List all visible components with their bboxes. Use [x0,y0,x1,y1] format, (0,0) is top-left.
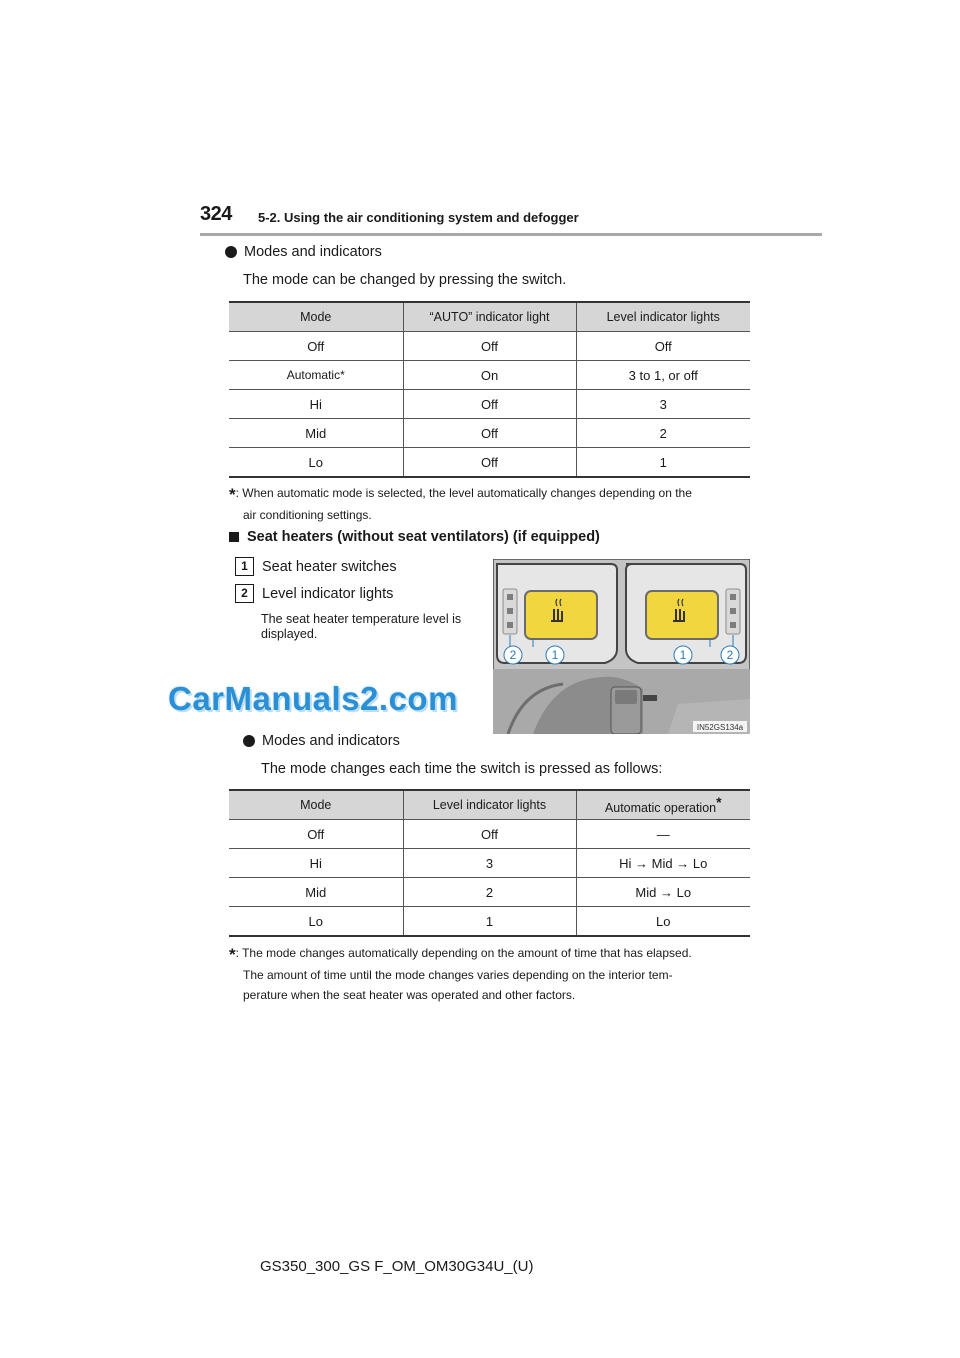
table-row [229,849,750,878]
table-cell: Automatic* [229,361,403,390]
table-header-cell: Level indicator lights [576,302,750,332]
modes-bullet-1 [225,244,382,260]
table-header-cell [576,790,750,820]
table-cell: Off [403,820,576,849]
section-title: 5-2. Using the air conditioning system and defogger [258,210,579,225]
figure-label: 1 [679,648,687,662]
table-cell: Hi [229,390,403,419]
table-cell: Mid → Lo [576,878,750,907]
callout-number: 1 [235,557,254,576]
footnote-2 [229,943,764,1005]
table-cell: 1 [403,907,576,937]
bullet-text: Modes and indicators [244,244,382,260]
table-header-cell: Level indicator lights [403,790,576,820]
table-cell: Mid [229,419,403,448]
footnote-text: air conditioning settings. [243,508,372,522]
footnote-text: : The mode changes automatically depending on the amount of time that has elapsed. [235,946,692,960]
callout-description [261,612,461,642]
seat-heater-figure [493,559,750,734]
header-divider [200,233,822,236]
table-cell: 3 [576,390,750,419]
watermark-logo: CarManuals2.com [168,680,458,717]
footnote-text: perature when the seat heater was operated and other factors. [243,988,576,1002]
header-text: Automatic operation [604,801,717,816]
table-cell: 2 [576,419,750,448]
table-row [229,419,750,448]
table-cell: Mid [229,878,403,907]
description-line: The seat heater temperature level is [261,612,462,626]
footnote-text: The amount of time until the mode changes varies depending on the interior tem- [243,968,673,982]
table-row [229,390,750,419]
description-line: displayed. [261,627,318,641]
callout-label: Seat heater switches [262,558,397,575]
table-row [229,361,750,390]
seat-heaters-heading [229,529,600,545]
table-cell: Lo [229,907,403,937]
modes-intro-1: The mode can be changed by pressing the switch. [243,272,567,288]
modes-table-2 [229,789,750,937]
table-row [229,332,750,361]
bullet-text: Modes and indicators [262,733,400,749]
table-cell: Off [576,332,750,361]
table-cell: Off [229,332,403,361]
header-footnote-marker: * [716,794,722,811]
table-cell: Hi → Mid → Lo [576,849,750,878]
heading-text: Seat heaters (without seat ventilators) (if equipped) [247,529,600,545]
footnote-marker: * [229,485,236,504]
modes-table-1 [229,301,750,478]
table-cell: — [576,820,750,849]
callout-label: Level indicator lights [262,585,394,602]
table-cell: 2 [403,878,576,907]
table-row [229,878,750,907]
callout-item [235,557,397,576]
table-cell: Off [403,390,576,419]
table-cell: 3 to 1, or off [576,361,750,390]
table-cell: Off [403,332,576,361]
table-cell: 3 [403,849,576,878]
table-cell: Off [403,448,576,478]
figure-label: 1 [551,648,559,662]
figure-code: IN52GS134a [696,723,744,732]
table-header-cell: Mode [229,790,403,820]
table-row [229,907,750,937]
table-header-cell: “AUTO” indicator light [403,302,576,332]
document-code: GS350_300_GS F_OM_OM30G34U_(U) [260,1258,534,1275]
table-cell: Off [229,820,403,849]
callout-number: 2 [235,584,254,603]
figure-label: 2 [509,648,517,662]
table-row [229,820,750,849]
table-cell: 1 [576,448,750,478]
callout-item [235,584,393,603]
table-cell: Lo [229,448,403,478]
table-cell: Hi [229,849,403,878]
table-row [229,448,750,478]
table-cell: On [403,361,576,390]
table-header-cell: Mode [229,302,403,332]
dashboard-illustration [493,559,750,734]
footnote-1 [229,483,759,525]
bullet-icon [225,246,237,258]
figure-label: 2 [726,648,734,662]
footnote-marker: * [229,945,236,964]
table-header-row [229,302,750,332]
modes-bullet-2 [243,733,400,749]
table-cell: Off [403,419,576,448]
square-bullet-icon [229,532,239,542]
modes-intro-2: The mode changes each time the switch is pressed as follows: [261,761,663,777]
table-cell: Lo [576,907,750,937]
table-header-row [229,790,750,820]
bullet-icon [243,735,255,747]
page-number: 324 [200,203,232,225]
footnote-text: : When automatic mode is selected, the level automatically changes depending on the [235,486,692,500]
